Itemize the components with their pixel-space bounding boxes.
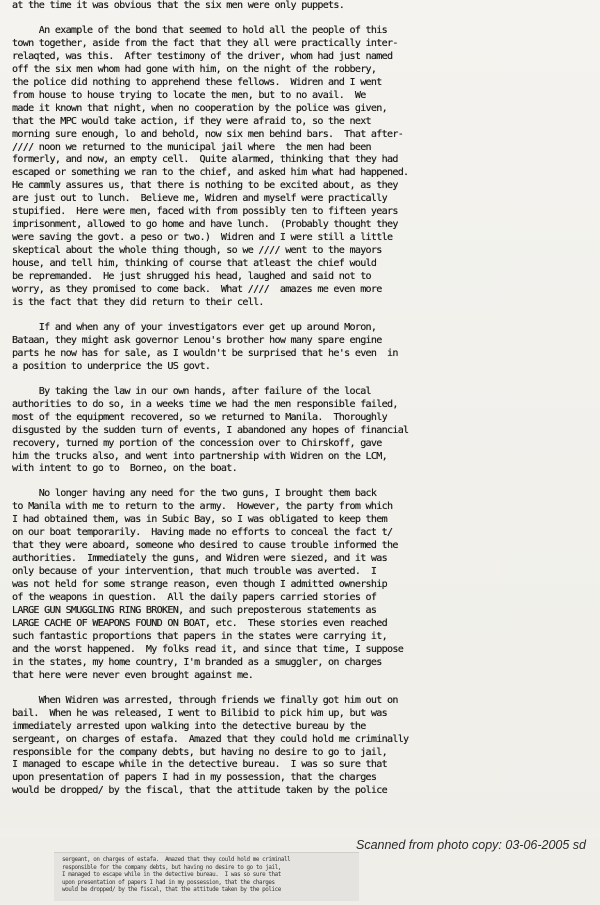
typed-line: LARGE GUN SMUGGLING RING BROKEN, and such preposterous statements as	[12, 604, 377, 616]
typed-line: No longer having any need for the two guns, I brought them back	[12, 488, 377, 500]
typed-line: and the worst happened. My folks read it, and since that time, I suppose	[12, 643, 404, 655]
typed-line: are just out to lunch. Believe me, Widren and myself were practically	[12, 193, 387, 205]
typed-line: at the time it was obvious that the six men were only puppets.	[12, 0, 345, 11]
typed-line: He cammly assures us, that there is nothing to be excited about, as they	[12, 180, 398, 192]
strip-line: upon presentation of papers I had in my possession, that the charges	[62, 879, 275, 886]
typed-line: formerly, and now, an empty cell. Quite alarmed, thinking that they had	[12, 154, 398, 166]
typed-line: responsible for the company debts, but having no desire to go to jail,	[12, 746, 387, 758]
typed-line: would be dropped/ by the fiscal, that the attitude taken by the police	[12, 785, 387, 797]
typed-line: recovery, turned my portion of the concession over to Chirskoff, gave	[12, 437, 382, 449]
typed-line: By taking the law in our own hands, after failure of the local	[12, 385, 371, 397]
typed-line: house, and tell him, thinking of course that atleast the chief would	[12, 258, 377, 270]
typed-line: such fantastic proportions that papers in the states were carrying it,	[12, 630, 387, 642]
typed-line: a position to underprice the US govt.	[12, 360, 211, 372]
typed-line: morning sure enough, lo and behold, now six men behind bars. That after-	[12, 128, 404, 140]
paragraph-gap	[12, 476, 597, 488]
typed-line: disgusted by the sudden turn of events, I abandoned any hopes of financial	[12, 424, 409, 436]
typed-line: Bataan, they might ask governor Lenou's brother how many spare engine	[12, 334, 382, 346]
paragraph-gap	[12, 310, 597, 322]
typed-line: be repremanded. He just shrugged his head, laughed and said not to	[12, 271, 371, 283]
typed-line: were saving the govt. a peso or two.) Widren and I were still a little	[12, 232, 393, 244]
typed-line: was not held for some strange reason, even though I admitted ownership	[12, 579, 387, 591]
typed-line: worry, as they promised to come back. What //// amazes me even more	[12, 284, 382, 296]
repeated-scan-strip	[54, 852, 359, 901]
paragraph-gap	[12, 13, 597, 25]
typed-letter-body	[12, 0, 597, 798]
typed-line: is the fact that they did return to their cell.	[12, 296, 264, 308]
scan-caption: Scanned from photo copy: 03-06-2005 sd	[355, 838, 586, 852]
typed-line: bail. When he was released, I went to Bilibid to pick him up, but was	[12, 707, 387, 719]
typed-line: immediately arrested upon walking into the detective bureau by the	[12, 720, 366, 732]
paragraph-gap	[12, 374, 597, 386]
strip-line: responsible for the company debts, but having no desire to go to jail,	[62, 864, 281, 871]
typed-line: parts he now has for sale, as I wouldn't be surprised that he's even in	[12, 347, 398, 359]
typed-line: made it known that night, when no cooperation by the police was given,	[12, 102, 387, 114]
strip-line: I managed to escape while in the detective bureau. I was so sure that	[62, 872, 281, 879]
typed-line: with intent to go to Borneo, on the boat.	[12, 463, 237, 475]
typed-line: If and when any of your investigators ever get up around Moron,	[12, 321, 377, 333]
typed-line: most of the equipment recovered, so we returned to Manila. Thoroughly	[12, 411, 387, 423]
typed-line: authorities. Immediately the guns, and Widren were siezed, and it was	[12, 553, 387, 565]
typed-line: I had obtained them, was in Subic Bay, so I was obligated to keep them	[12, 514, 387, 526]
typed-line: only because of your intervention, that much trouble was averted. I	[12, 566, 377, 578]
typed-line: upon presentation of papers I had in my possession, that the charges	[12, 772, 377, 784]
strip-line: would be dropped/ by the fiscal, that the attitude taken by the police	[62, 887, 281, 894]
typed-line: to Manila with me to return to the army. However, the party from which	[12, 501, 393, 513]
typed-line: //// noon we returned to the municipal jail where the men had been	[12, 141, 371, 153]
typed-line: An example of the bond that seemed to hold all the people of this	[12, 24, 387, 36]
typed-line: him the trucks also, and went into partnership with Widren on the LCM,	[12, 450, 387, 462]
typed-line: that they were aboard, someone who desired to cause trouble informed the	[12, 540, 398, 552]
typed-line: I managed to escape while in the detective bureau. I was so sure that	[12, 759, 387, 771]
typed-line: of the weapons in question. All the daily papers carried stories of	[12, 592, 377, 604]
typed-line: imprisonment, allowed to go home and have lunch. (Probably thought they	[12, 219, 398, 231]
typed-line: When Widren was arrested, through friends we finally got him out on	[12, 694, 398, 706]
typed-line: the police did nothing to apprehend these fellows. Widren and I went	[12, 76, 382, 88]
strip-line: sergeant, on charges of estafa. Amazed that they could hold me criminall	[62, 857, 291, 863]
typed-line: authorities to do so, in a weeks time we had the men responsible failed,	[12, 398, 398, 410]
scan-cutoff-fade	[0, 820, 600, 838]
typed-line: in the states, my home country, I'm branded as a smuggler, on charges	[12, 656, 382, 668]
typed-line: skeptical about the whole thing though, so we //// went to the mayors	[12, 245, 382, 257]
typed-line: that here were never even brought against me.	[12, 669, 254, 681]
typed-line: town together, aside from the fact that they all were practically inter-	[12, 37, 398, 49]
typed-line: escaped or something we ran to the chief, and asked him what had happened.	[12, 167, 409, 179]
typed-line: off the six men whom had gone with him, on the night of the robbery,	[12, 63, 377, 75]
typed-line: stupified. Here were men, faced with from possibly ten to fifteen years	[12, 206, 398, 218]
typed-line: relaqted, was this. After testimony of the driver, whom had just named	[12, 50, 393, 62]
typed-line: LARGE CACHE OF WEAPONS FOUND ON BOAT, etc. These stories even reached	[12, 617, 387, 629]
typed-line: sergeant, on charges of estafa. Amazed that they could hold me criminally	[12, 733, 409, 745]
typed-line: on our boat temporarily. Having made no efforts to conceal the fact t/	[12, 527, 393, 539]
paragraph-gap	[12, 683, 597, 695]
typed-line: from house to house trying to locate the men, but to no avail. We	[12, 89, 366, 101]
typed-line: that the MPC would take action, if they were afraid to, so the next	[12, 115, 371, 127]
